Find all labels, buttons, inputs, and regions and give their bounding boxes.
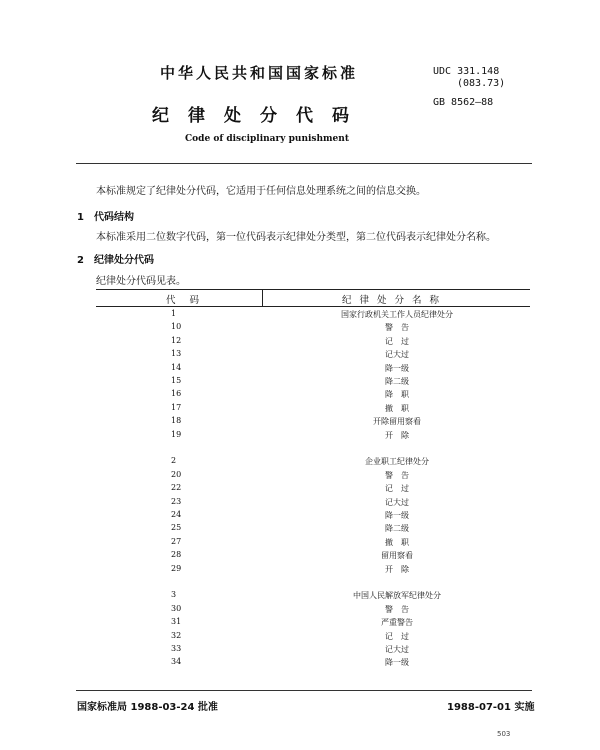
table-cell-code: 28 [171, 550, 182, 560]
table-cell-code: 19 [171, 429, 182, 439]
table-cell-code: 31 [171, 617, 182, 627]
page-number: 503 [497, 730, 511, 738]
table-cell-name: 企业职工纪律处分 [365, 457, 429, 467]
table-cell-code: 15 [171, 376, 182, 385]
bottom-divider [76, 690, 532, 691]
table-cell-code: 12 [171, 335, 182, 345]
table-cell-code: 20 [171, 469, 182, 479]
table-cell-name: 国家行政机关工作人员纪律处分 [341, 310, 453, 319]
table-cell-name: 降二级 [385, 524, 409, 534]
table-cell-code: 1 [171, 309, 177, 318]
table-cell-code: 34 [171, 657, 182, 667]
table-cell-name: 记大过 [385, 645, 409, 654]
table-cell-name: 记 过 [385, 631, 409, 641]
table-cell-code: 16 [171, 389, 182, 399]
section-2-text: 纪律处分代码见表。 [96, 276, 186, 287]
approval-date: 国家标准局 1988-03-24 批准 [77, 702, 218, 713]
table-cell-code: 2 [171, 456, 177, 466]
table-cell-name: 降二级 [385, 377, 409, 386]
table-cell-name: 降 职 [385, 390, 409, 400]
table-header-code: 代码 [166, 295, 214, 306]
table-cell-name: 降一级 [385, 363, 409, 373]
table-cell-code: 23 [171, 496, 182, 506]
intro-paragraph: 本标准规定了纪律处分代码，它适用于任何信息处理系统之间的信息交换。 [96, 186, 426, 197]
table-cell-name: 警 告 [385, 323, 409, 333]
implementation-date: 1988-07-01 实施 [447, 702, 535, 713]
table-cell-code: 29 [171, 563, 182, 573]
table-cell-name: 撤 职 [385, 537, 409, 547]
table-cell-name: 降一级 [385, 658, 409, 668]
section-1-text: 本标准采用二位数字代码，第一位代码表示纪律处分类型，第二位代码表示纪律处分名称。 [96, 232, 496, 243]
table-cell-name: 开 除 [385, 430, 409, 440]
table-cell-code: 25 [171, 523, 182, 533]
table-cell-code: 22 [171, 483, 182, 493]
table-cell-code: 13 [171, 349, 182, 359]
table-cell-name: 中国人民解放军纪律处分 [353, 591, 441, 601]
table-cell-name: 开除留用察看 [373, 417, 421, 427]
gb-standard-number: GB 8562—88 [433, 97, 494, 108]
table-cell-name: 记 过 [385, 484, 409, 494]
table-cell-name: 记大过 [385, 350, 409, 360]
table-cell-code: 27 [171, 536, 182, 546]
table-cell-name: 撤 职 [385, 403, 409, 413]
table-cell-code: 24 [171, 510, 182, 519]
standard-title: 中华人民共和国国家标准 [160, 64, 359, 82]
table-cell-code: 3 [171, 590, 177, 600]
table-cell-name: 警 告 [385, 470, 409, 480]
table-cell-code: 33 [171, 644, 182, 653]
table-cell-name: 警 告 [385, 604, 409, 614]
document-title: 纪律处分代码 [152, 106, 368, 126]
table-cell-code: 32 [171, 630, 182, 640]
section-2-heading: 2 纪律处分代码 [77, 255, 154, 266]
table-cell-name: 降一级 [385, 511, 409, 520]
udc-code: UDC 331.148 [433, 66, 500, 77]
document-title-english: Code of disciplinary punishment [185, 134, 349, 144]
udc-subcode: (083.73) [457, 78, 506, 89]
table-cell-code: 17 [171, 402, 182, 412]
table-cell-code: 14 [171, 362, 182, 372]
table-cell-code: 10 [171, 322, 182, 332]
table-header-name: 纪律处分名称 [342, 295, 448, 306]
table-cell-code: 18 [171, 416, 182, 426]
table-cell-name: 开 除 [385, 564, 409, 574]
section-1-heading: 1 代码结构 [77, 212, 134, 223]
table-cell-name: 记 过 [385, 336, 409, 346]
table-cell-name: 记大过 [385, 497, 409, 507]
table-cell-name: 严重警告 [381, 618, 413, 628]
table-cell-code: 30 [171, 603, 182, 613]
table-cell-name: 留用察看 [381, 551, 413, 561]
